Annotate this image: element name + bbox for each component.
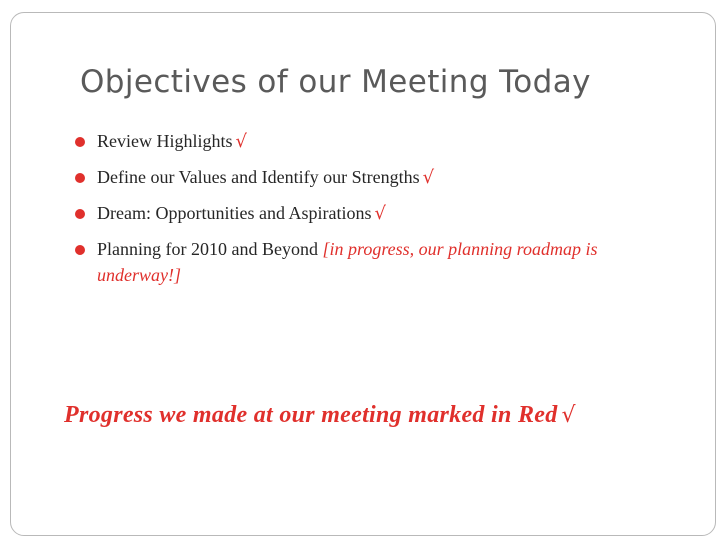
list-item bbox=[72, 164, 672, 191]
bullet-icon bbox=[75, 137, 85, 147]
bullet-text: Dream: Opportunities and Aspirations bbox=[97, 203, 372, 223]
bullet-text: Define our Values and Identify our Strengths bbox=[97, 167, 420, 187]
check-mark-icon: √ bbox=[422, 167, 435, 188]
progress-note: [in progress, our planning roadmap is underway!] bbox=[97, 239, 598, 285]
objectives-list bbox=[72, 128, 672, 297]
check-mark-icon: √ bbox=[561, 403, 576, 428]
bullet-text: Review Highlights bbox=[97, 131, 233, 151]
check-mark-icon: √ bbox=[235, 131, 247, 152]
list-item bbox=[72, 200, 672, 227]
bullet-text: Planning for 2010 and Beyond bbox=[97, 239, 318, 259]
progress-legend-text: Progress we made at our meeting marked in Red bbox=[64, 402, 558, 428]
check-mark-icon: √ bbox=[374, 203, 386, 224]
list-item bbox=[72, 236, 672, 288]
bullet-icon bbox=[75, 245, 85, 255]
bullet-icon bbox=[75, 173, 85, 183]
slide-title: Objectives of our Meeting Today bbox=[80, 64, 591, 100]
bullet-icon bbox=[75, 209, 85, 219]
progress-legend bbox=[64, 402, 576, 429]
list-item bbox=[72, 128, 672, 155]
